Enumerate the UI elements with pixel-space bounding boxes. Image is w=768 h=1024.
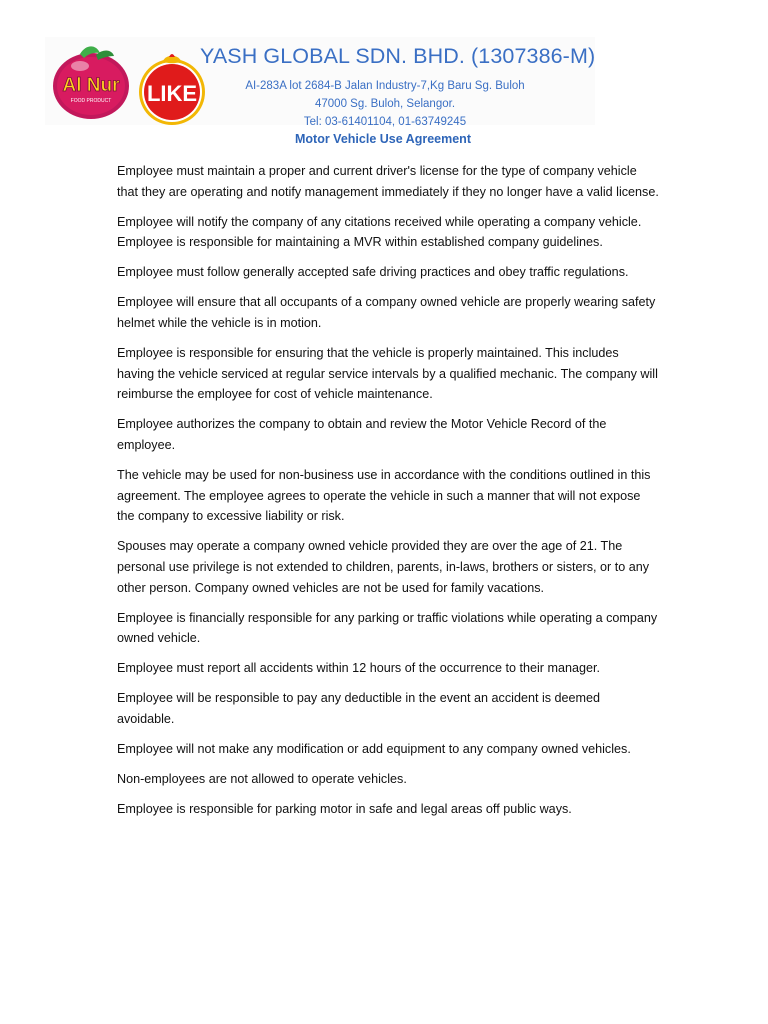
alnur-logo-tagline: FOOD PRODUCT bbox=[70, 98, 112, 104]
address-line: 47000 Sg. Buloh, Selangor. bbox=[314, 98, 456, 110]
agreement-clause: Employee will be responsible to pay any deductible in the event an accident is deemed avoidable. bbox=[117, 691, 601, 727]
agreement-clause: Employee is financially responsible for any parking or traffic violations while operating a company owned vehicle. bbox=[117, 610, 658, 646]
document-title: Motor Vehicle Use Agreement bbox=[295, 132, 471, 146]
company-name: YASH GLOBAL SDN. BHD. (1307386-M) bbox=[200, 44, 596, 68]
agreement-clause: Employee must report all accidents within 12 hours of the occurrence to their manager. bbox=[117, 661, 601, 676]
agreement-clause: Employee must maintain a proper and current driver's license for the type of company vehicle that they are operating and notify management immediately if they no longer have a valid license. bbox=[117, 164, 659, 199]
agreement-clause: Employee will ensure that all occupants of a company owned vehicle are properly wearing safety helmet while the vehicle is in motion. bbox=[117, 295, 656, 331]
like-logo-text: LIKE bbox=[146, 81, 198, 106]
agreement-clause: Employee is responsible for ensuring that the vehicle is properly maintained. This includes having the vehicle serviced at regular service intervals by a qualified mechanic. The company will reimburse the employee for cost of vehicle maintenance. bbox=[117, 346, 658, 402]
agreement-clause: Employee authorizes the company to obtain and review the Motor Vehicle Record of the employee. bbox=[117, 417, 607, 453]
alnur-logo bbox=[50, 40, 132, 122]
agreement-clause: Non-employees are not allowed to operate vehicles. bbox=[117, 772, 407, 787]
company-address bbox=[200, 77, 570, 131]
agreement-clause: Employee is responsible for parking motor in safe and legal areas off public ways. bbox=[117, 802, 572, 817]
agreement-body bbox=[117, 161, 659, 829]
agreement-clause: Employee must follow generally accepted safe driving practices and obey traffic regulations. bbox=[117, 265, 629, 280]
agreement-clause: The vehicle may be used for non-business use in accordance with the conditions outlined in this agreement. The employee agrees to operate the vehicle in such a manner that will not expose the company to excessive liability or risk. bbox=[117, 468, 651, 524]
address-line: AI-283A lot 2684-B Jalan Industry-7,Kg Baru Sg. Buloh bbox=[245, 80, 525, 92]
phone-line: Tel: 03-61401104, 01-63749245 bbox=[303, 116, 467, 128]
agreement-clause: Spouses may operate a company owned vehicle provided they are over the age of 21. The personal use privilege is not extended to children, parents, in-laws, brothers or sisters, or to any other person. Company owned vehicles are not be used for family vacations. bbox=[117, 539, 650, 595]
agreement-clause: Employee will notify the company of any citations received while operating a company vehicle. Employee is responsible for maintaining a MVR within established company guidelines. bbox=[117, 214, 642, 250]
alnur-logo-text: Al Nur bbox=[62, 75, 120, 96]
agreement-clause: Employee will not make any modification or add equipment to any company owned vehicles. bbox=[117, 742, 631, 757]
